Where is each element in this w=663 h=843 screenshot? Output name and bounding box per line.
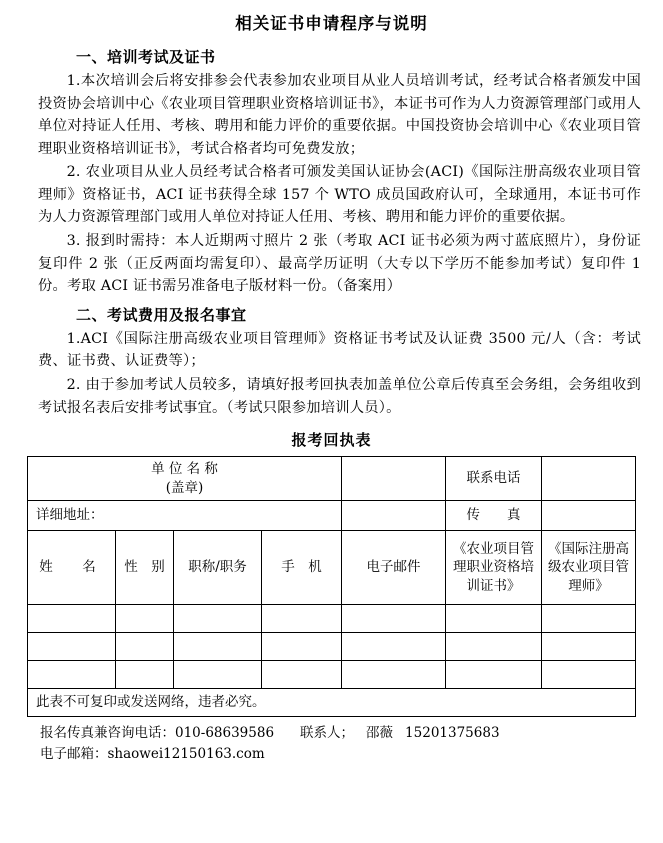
table-header-row <box>28 531 636 605</box>
unit-name-label-cell <box>28 457 342 501</box>
cell-title-position[interactable] <box>174 661 262 689</box>
unit-seal-label: (盖章) <box>165 479 204 496</box>
table-row-address <box>28 501 636 531</box>
cell-gender[interactable] <box>116 605 174 633</box>
cell-title-position[interactable] <box>174 605 262 633</box>
cell-gender[interactable] <box>116 633 174 661</box>
cell-email[interactable] <box>342 605 446 633</box>
fax-label-cell: 传 真 <box>446 501 542 531</box>
footer-fax-line <box>40 723 645 744</box>
form-title: 报考回执表 <box>291 431 372 450</box>
cell-name[interactable] <box>28 605 116 633</box>
column-header-mobile: 手 机 <box>262 531 342 605</box>
column-header-name: 姓 名 <box>28 531 116 605</box>
footer-contact-label: 联系人； <box>300 725 355 742</box>
column-header-title-position: 职称/职务 <box>174 531 262 605</box>
cell-email[interactable] <box>342 633 446 661</box>
footer-fax-label: 报名传真兼咨询电话： <box>40 725 175 742</box>
column-header-gender: 性 别 <box>116 531 174 605</box>
footer-contact-mobile: 15201375683 <box>405 725 500 742</box>
table-row-note <box>28 689 636 717</box>
column-header-email: 电子邮件 <box>342 531 446 605</box>
contact-phone-label-cell: 联系电话 <box>446 457 542 501</box>
form-note: 此表不可复印或发送网络，违者必究。 <box>28 689 636 717</box>
unit-name-value-cell[interactable] <box>342 457 446 501</box>
footer-contact-block <box>18 723 645 765</box>
page-title: 相关证书申请程序与说明 <box>235 14 428 33</box>
cell-name[interactable] <box>28 661 116 689</box>
footer-email-label: 电子邮箱： <box>40 746 108 763</box>
fax-value-cell[interactable] <box>542 501 636 531</box>
table-row-unit-name <box>28 457 636 501</box>
section-2-paragraph-1: 1.ACI《国际注册高级农业项目管理师》资格证书考试及认证费 3500 元/人（含：考试费、证书费、认证费等）； <box>38 330 641 370</box>
cell-mobile[interactable] <box>262 605 342 633</box>
section-2-paragraph-2: 2. 由于参加考试人员较多，请填好报考回执表加盖单位公章后传真至会务组，会务组收到考试报名表后安排考试事宜。（考试只限参加培训人员）。 <box>38 376 641 416</box>
footer-email-value: shaowei12150163.com <box>107 746 265 763</box>
cell-name[interactable] <box>28 633 116 661</box>
section-heading-2: 二、考试费用及报名事宜 <box>76 305 247 324</box>
contact-phone-value-cell[interactable] <box>542 457 636 501</box>
cell-cert-agri[interactable] <box>446 661 542 689</box>
cell-mobile[interactable] <box>262 661 342 689</box>
cell-email[interactable] <box>342 661 446 689</box>
table-row <box>28 605 636 633</box>
address-label-cell: 详细地址： <box>28 501 342 531</box>
section-1-paragraph-1: 1.本次培训会后将安排参会代表参加农业项目从业人员培训考试，经考试合格者颁发中国投资协会培训中心《农业项目管理职业资格培训证书》，本证书可作为人力资源管理部门或用人单位对持证人任用、考核、聘用和能力评价的重要依据。中国投资协会培训中心《农业项目管理职业资格培训证书》，考试合格者均可免费发放； <box>38 73 641 157</box>
cell-title-position[interactable] <box>174 633 262 661</box>
cell-cert-aci[interactable] <box>542 633 636 661</box>
document-page <box>0 10 663 843</box>
table-row <box>28 633 636 661</box>
footer-email-line <box>40 744 645 765</box>
section-heading-1: 一、培训考试及证书 <box>76 48 216 66</box>
cell-cert-aci[interactable] <box>542 605 636 633</box>
cell-cert-agri[interactable] <box>446 605 542 633</box>
registration-receipt-table <box>27 456 636 717</box>
table-row <box>28 661 636 689</box>
footer-contact-name: 邵薇 <box>366 725 394 742</box>
section-1-paragraph-3: 3. 报到时需持：本人近期两寸照片 2 张（考取 ACI 证书必须为两寸蓝底照片），身份证复印件 2 张（正反两面均需复印）、最高学历证明（大专以下学历不能参加考试）复印件 1 份。考取 ACI 证书需另准备电子版材料一份。（备案用） <box>38 233 641 295</box>
address-value-cell[interactable] <box>342 501 446 531</box>
cell-gender[interactable] <box>116 661 174 689</box>
section-1-paragraph-2: 2. 农业项目从业人员经考试合格者可颁发美国认证协会(ACI)《国际注册高级农业项目管理师》资格证书，ACI 证书获得全球 157 个 WTO 成员国政府认可，全球通用，本证书可作为人力资源管理部门或用人单位对持证人任用、考核、聘用和能力评价的重要依据。 <box>38 164 641 226</box>
cell-mobile[interactable] <box>262 633 342 661</box>
cell-cert-agri[interactable] <box>446 633 542 661</box>
column-header-cert-agri: 《农业项目管理职业资格培训证书》 <box>446 531 542 605</box>
column-header-cert-aci: 《国际注册高级农业项目管理师》 <box>542 531 636 605</box>
footer-fax-value: 010-68639586 <box>175 725 275 742</box>
unit-name-label: 单 位 名 称 <box>151 461 218 478</box>
cell-cert-aci[interactable] <box>542 661 636 689</box>
